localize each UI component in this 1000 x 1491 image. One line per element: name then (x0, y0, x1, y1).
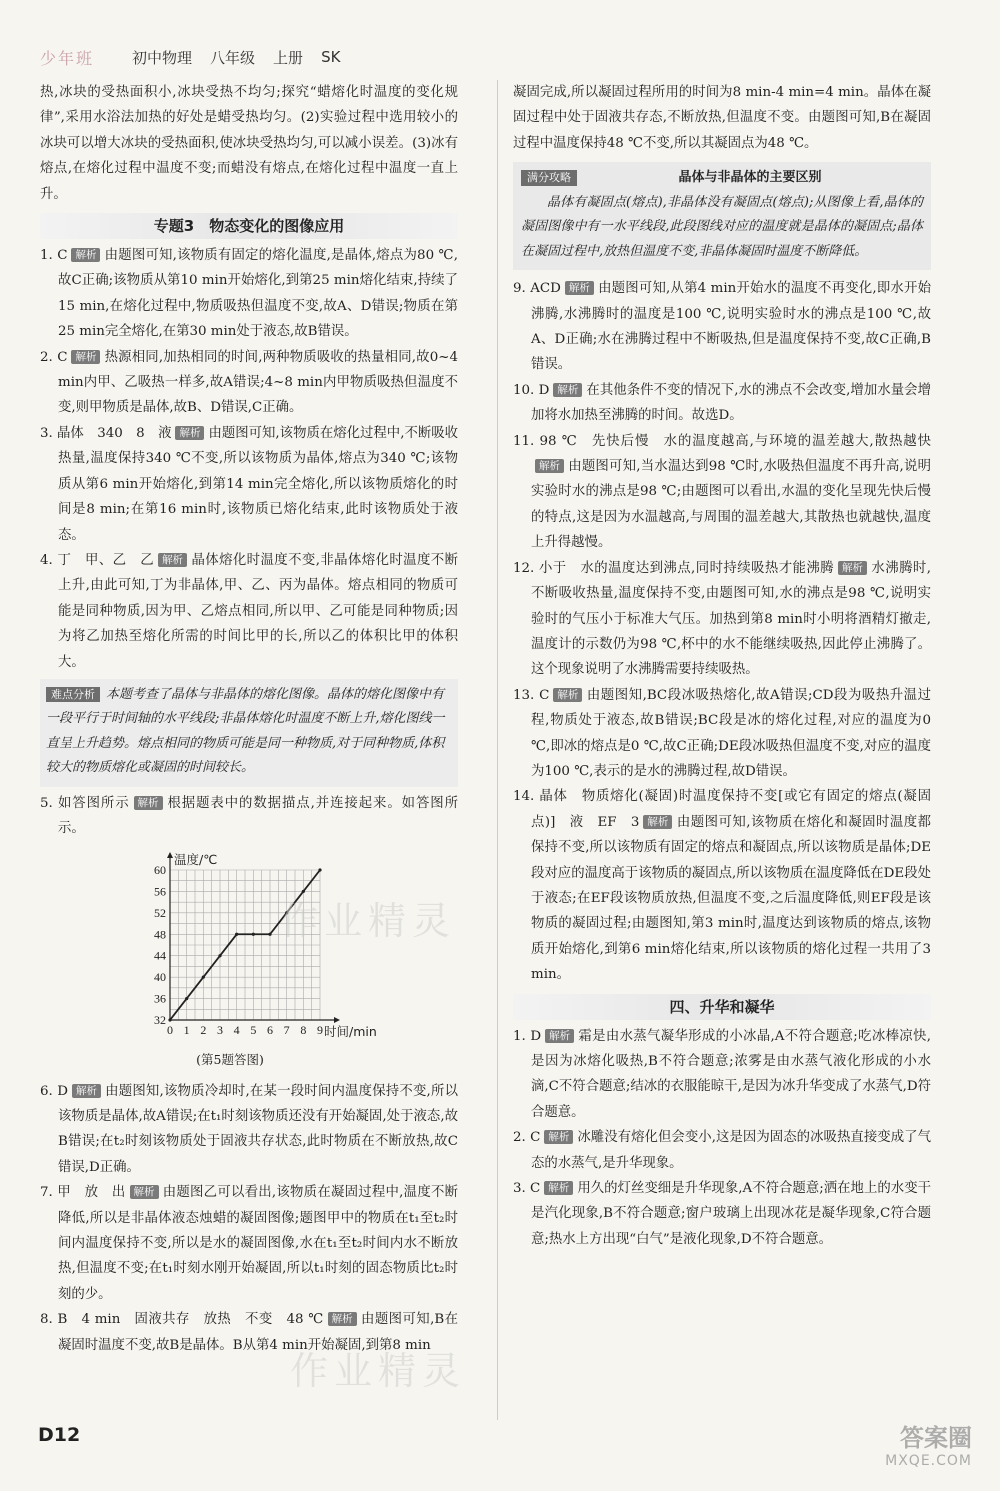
answer-number: 14. 晶体 物质熔化(凝固)时温度保持不变[或它有固定的熔点(凝固点)] 液 EF 3 (513, 789, 931, 830)
analysis-text: 霜是由水蒸气凝华形成的小冰晶,A不符合题意;吃冰棒凉快,是因为冰熔化吸热,B不符合题意;浓雾是由水蒸气液化形成的小水滴,C不符合题意;结冰的衣服能晾干,是因为冰升华变成了水蒸气,D符合题意。 (531, 1028, 931, 1120)
analysis-tag: 解析 (544, 1181, 573, 1195)
answer-4 (40, 548, 458, 675)
analysis-text: 由题图可知,从第4 min开始水的温度不再变化,即水开始沸腾,水沸腾时的温度是100 ℃,说明实验时水的沸点是100 ℃,故A、D正确;水在沸腾过程中不断吸热,但是温度保持不变,故C正确,B错误。 (531, 281, 931, 373)
analysis-text: 在其他条件不变的情况下,水的沸点不会改变,增加水量会增加将水加热至沸腾的时间。故选D。 (531, 382, 931, 424)
x-axis-arrow (334, 1017, 340, 1023)
analysis-tag: 解析 (71, 248, 100, 262)
answer-number: 3. 晶体 340 8 液 (40, 425, 172, 441)
answer-number: 4. 丁 甲、乙 乙 (40, 552, 155, 568)
answer-12 (513, 556, 931, 683)
analysis-tag: 解析 (158, 553, 187, 567)
data-point (185, 997, 188, 1000)
answer-6 (40, 1079, 458, 1181)
column-divider (497, 80, 498, 1420)
analysis-tag: 解析 (175, 426, 204, 440)
answer-number: 6. D (40, 1083, 68, 1099)
analysis-text: 热源相同,加热相同的时间,两种物质吸收的热量相同,故0~4 min内甲、乙吸热一样多,故A错误;4~8 min内甲物质吸热但温度不变,则甲物质是晶体,故B、D错误,C正确。 (58, 349, 458, 416)
corner-logo-title: 答案圈 (900, 1424, 972, 1452)
left-column (40, 80, 458, 1358)
subject-label: 初中物理 (132, 48, 193, 67)
answer-number: 13. C (513, 687, 550, 703)
answer-13 (513, 683, 931, 785)
analysis-text: 由题图知,该物质冷却时,在某一段时间内温度保持不变,所以该物质是晶体,故A错误;在t₁时刻该物质还没有开始凝固,处于液态,故B错误;在t₂时刻该物质处于固液共存状态,此时物质在不断放热,故C错误,D正确。 (58, 1083, 458, 1175)
y-tick-label: 44 (154, 948, 166, 963)
tip-label: 满分攻略 (521, 170, 577, 186)
analysis-text: 由题图可知,该物质在熔化过程中,不断吸收热量,温度保持340 ℃不变,所以该物质为晶体,熔点为340 ℃;该物质从第6 min开始熔化,到第14 min完全熔化,所以该物质熔化的时间是8 min;在第16 min时,该物质已熔化结束,此时该物质处于液态。 (58, 425, 459, 543)
data-point (202, 975, 205, 978)
data-point (252, 932, 255, 935)
answer-s4-2 (513, 1125, 931, 1176)
data-point (318, 868, 321, 871)
analysis-text: 用久的灯丝变细是升华现象,A不符合题意;洒在地上的水变干是汽化现象,B不符合题意;窗户玻璃上出现冰花是凝华现象,C符合题意;热水上方出现“白气”是液化现象,D不符合题意。 (531, 1181, 931, 1247)
x-tick-label: 3 (217, 1022, 223, 1037)
answer-number: 2. C (40, 349, 68, 365)
y-tick-label: 56 (154, 884, 166, 899)
brand-logo: 少年班 (40, 48, 95, 68)
answer-8-continued: 凝固完成,所以凝固过程所用的时间为8 min-4 min=4 min。晶体在凝固过程中处于固液共存态,不断放热,但温度不变。由题图可知,B在凝固过程中温度保持48 ℃不变,所以其凝固点为48 ℃。 (513, 85, 931, 151)
page-header (40, 42, 500, 72)
answer-number: 7. 甲 放 出 (40, 1185, 126, 1201)
right-column (513, 80, 931, 1252)
analysis-tag: 解析 (838, 561, 867, 575)
analysis-tag: 解析 (565, 281, 594, 295)
answer-number: 3. C (513, 1181, 541, 1197)
y-tick-label: 48 (154, 927, 166, 942)
y-axis-label: 温度/℃ (174, 851, 218, 867)
chart-caption: (第5题答图) (196, 1052, 264, 1068)
answer-number: 2. C (513, 1130, 541, 1146)
y-tick-label: 32 (154, 1012, 166, 1027)
y-tick-label: 40 (154, 969, 166, 984)
watermark: 作业精灵 (280, 899, 457, 943)
analysis-tag: 解析 (545, 1029, 574, 1043)
volume-label: 上册 (273, 48, 304, 67)
answer-3 (40, 421, 458, 548)
difficulty-label: 难点分析 (46, 687, 100, 702)
answer-number: 11. 98 ℃ 先快后慢 水的温度越高,与环境的温差越大,散热越快 (513, 433, 931, 449)
answer-2 (40, 345, 458, 421)
data-point (268, 932, 271, 935)
answer-number: 1. D (513, 1028, 542, 1044)
x-tick-label: 7 (283, 1022, 290, 1037)
x-tick-label: 6 (267, 1022, 273, 1037)
intro-paragraph: 热,冰块的受热面积小,冰块受热不均匀;探究“蜡熔化时温度的变化规律”,采用水浴法加热的好处是蜡受热均匀。(2)实验过程中选用较小的冰块可以增大冰块的受热面积,使冰块受热均匀,可以减小误差。(3)冰有熔点,在熔化过程中温度不变;而蜡没有熔点,在熔化过程中温度一直上升。 (40, 85, 458, 202)
x-tick-label: 5 (250, 1022, 257, 1037)
answer-number: 10. D (513, 382, 550, 398)
analysis-text: 根据题表中的数据描点,并连接起来。如答图所示。 (58, 795, 458, 837)
data-point (235, 932, 238, 935)
analysis-tag: 解析 (553, 688, 582, 702)
analysis-text: 由题图可知,当水温达到98 ℃时,水吸热但温度不再升高,说明实验时水的沸点是98 ℃;由题图可以看出,水温的变化呈现先快后慢的特点,这是因为水温越高,与周围的温差越大,其散热也就越快,温度上升得越慢。 (531, 459, 931, 551)
answer-number: 12. 小于 水的温度达到沸点,同时持续吸热才能沸腾 (513, 560, 834, 576)
answer-9 (513, 276, 931, 378)
x-tick-label: 2 (200, 1022, 207, 1037)
analysis-text: 由题图可知,该物质在熔化和凝固时温度都保持不变,所以该物质有固定的熔点和凝固点,所以该物质是晶体;DE段对应的温度高于该物质的凝固点,所以该物质在温度降低在DE段处于液态;在EF段该物质放热,但温度不变,之后温度降低,则EF段是该物质的凝固过程;由题图知,第3 min时,温度达到该物质的熔点,该物质开始熔化,到第6 min熔化结束,所以该物质的熔化过程一共用了3 min。 (531, 814, 931, 983)
analysis-text: 由题图知,BC段冰吸热熔化,故A错误;CD段为吸热升温过程,物质处于液态,故B错误;BC段是冰的熔化过程,对应的温度为0 ℃,即冰的熔点是0 ℃,故C正确;DE段冰吸热但温度不变,对应的温度为100 ℃,表示的是水的沸腾过程,故D错误。 (531, 687, 931, 779)
answer-10 (513, 378, 931, 429)
temperature-chart (100, 848, 400, 1073)
answer-11 (513, 429, 931, 556)
y-tick-label: 60 (154, 862, 166, 877)
analysis-tag: 解析 (535, 459, 564, 473)
analysis-text: 晶体熔化时温度不变,非晶体熔化时温度不断上升,由此可知,丁为非晶体,甲、乙、丙为晶体。熔点相同的物质可能是同种物质,因为甲、乙熔点相同,所以甲、乙可能是同种物质;因为将乙加热至熔化所需的时间比甲的长,所以乙的体积比甲的体积大。 (58, 552, 458, 670)
watermark: 作业精灵 (290, 1349, 467, 1393)
analysis-tag: 解析 (553, 383, 582, 397)
tip-header (521, 166, 923, 191)
section-title-4: 四、升华和凝华 (513, 994, 931, 1020)
analysis-tag: 解析 (72, 1084, 101, 1098)
difficulty-analysis-box (40, 679, 458, 787)
x-tick-label: 1 (183, 1022, 190, 1037)
x-tick-label: 9 (317, 1022, 323, 1037)
answer-number: 5. 如答图所示 (40, 795, 130, 811)
corner-logo-site: MXQE.COM (885, 1453, 972, 1469)
y-tick-label: 36 (154, 991, 166, 1006)
answer-7 (40, 1180, 458, 1307)
x-tick-label: 8 (300, 1022, 307, 1037)
analysis-tag: 解析 (544, 1130, 573, 1144)
grade-label: 八年级 (210, 48, 256, 67)
x-axis-label: 时间/min (324, 1023, 377, 1038)
x-tick-label: 4 (233, 1022, 240, 1037)
tip-title: 晶体与非晶体的主要区别 (678, 170, 822, 186)
analysis-text: 冰雕没有熔化但会变小,这是因为固态的冰吸热直接变成了气态的水蒸气,是升华现象。 (531, 1130, 931, 1171)
data-point (218, 954, 221, 957)
answer-number: 8. B 4 min 固液共存 放热 不变 48 ℃ (40, 1312, 324, 1328)
corner-logo (885, 1418, 972, 1469)
answer-s4-3 (513, 1176, 931, 1252)
answer-14 (513, 784, 931, 987)
analysis-tag: 解析 (643, 815, 672, 829)
answer-number: 1. C (40, 248, 68, 264)
answer-s4-1 (513, 1024, 931, 1126)
x-tick-label: 0 (167, 1022, 173, 1037)
full-score-tip-box (513, 162, 931, 270)
analysis-text: 水沸腾时,不断吸收热量,温度保持不变,由题图可知,水的沸点是98 ℃,说明实验时的气压小于标准大气压。加热到第8 min时小明将酒精灯撤走,温度计的示数仍为98 ℃,杯中的水不能继续吸热,因此停止沸腾了。这个现象说明了水沸腾需要持续吸热。 (531, 560, 931, 678)
difficulty-text: 本题考查了晶体与非晶体的熔化图像。晶体的熔化图像中有一段平行于时间轴的水平线段;非晶体熔化时温度不断上升,熔化图线一直呈上升趋势。熔点相同的物质可能是同一种物质,对于同种物质,体积较大的物质熔化或凝固的时间较长。 (46, 686, 445, 776)
tip-body: 晶体有凝固点(熔点),非晶体没有凝固点(熔点);从图像上看,晶体的凝固图像中有一水平线段,此段图线对应的温度就是晶体的凝固点;晶体在凝固过程中,放热但温度不变,非晶体凝固时温度不断降低。 (521, 194, 923, 259)
edition-label: SK (321, 48, 341, 66)
analysis-tag: 解析 (134, 796, 163, 810)
analysis-tag: 解析 (130, 1185, 159, 1199)
analysis-tag: 解析 (328, 1312, 357, 1326)
analysis-text: 由题图可知,该物质有固定的熔化温度,是晶体,熔点为80 ℃,故C正确;该物质从第10 min开始熔化,到第25 min熔化结束,持续了15 min,在熔化过程中,物质吸热但温度不变,故A、D错误;物质在第25 min完全熔化,在第30 min处于液态,故B错误。 (58, 248, 458, 340)
answer-number: 9. ACD (513, 281, 561, 297)
analysis-text: 由题图可知,B在凝固时温度不变,故B是晶体。B从第4 min开始凝固,到第8 min (58, 1312, 458, 1353)
y-tick-label: 52 (154, 905, 166, 920)
analysis-text: 由题图乙可以看出,该物质在凝固过程中,温度不断降低,所以是非晶体液态烛蜡的凝固图像;题图甲中的物质在t₁至t₂时间内温度保持不变,所以是水的凝固图像,水在t₁至t₂时间内水不断放热,但温度不变;在t₁时刻水刚开始凝固,所以t₁时刻的固态物质比t₂时刻的少。 (58, 1185, 458, 1302)
answer-1 (40, 243, 458, 345)
section-title-3: 专题3 物态变化的图像应用 (40, 213, 458, 239)
analysis-tag: 解析 (71, 350, 100, 364)
data-point (168, 1018, 171, 1021)
y-axis-arrow (167, 852, 173, 858)
page-number: D12 (38, 1424, 81, 1446)
answer-5 (40, 791, 458, 842)
